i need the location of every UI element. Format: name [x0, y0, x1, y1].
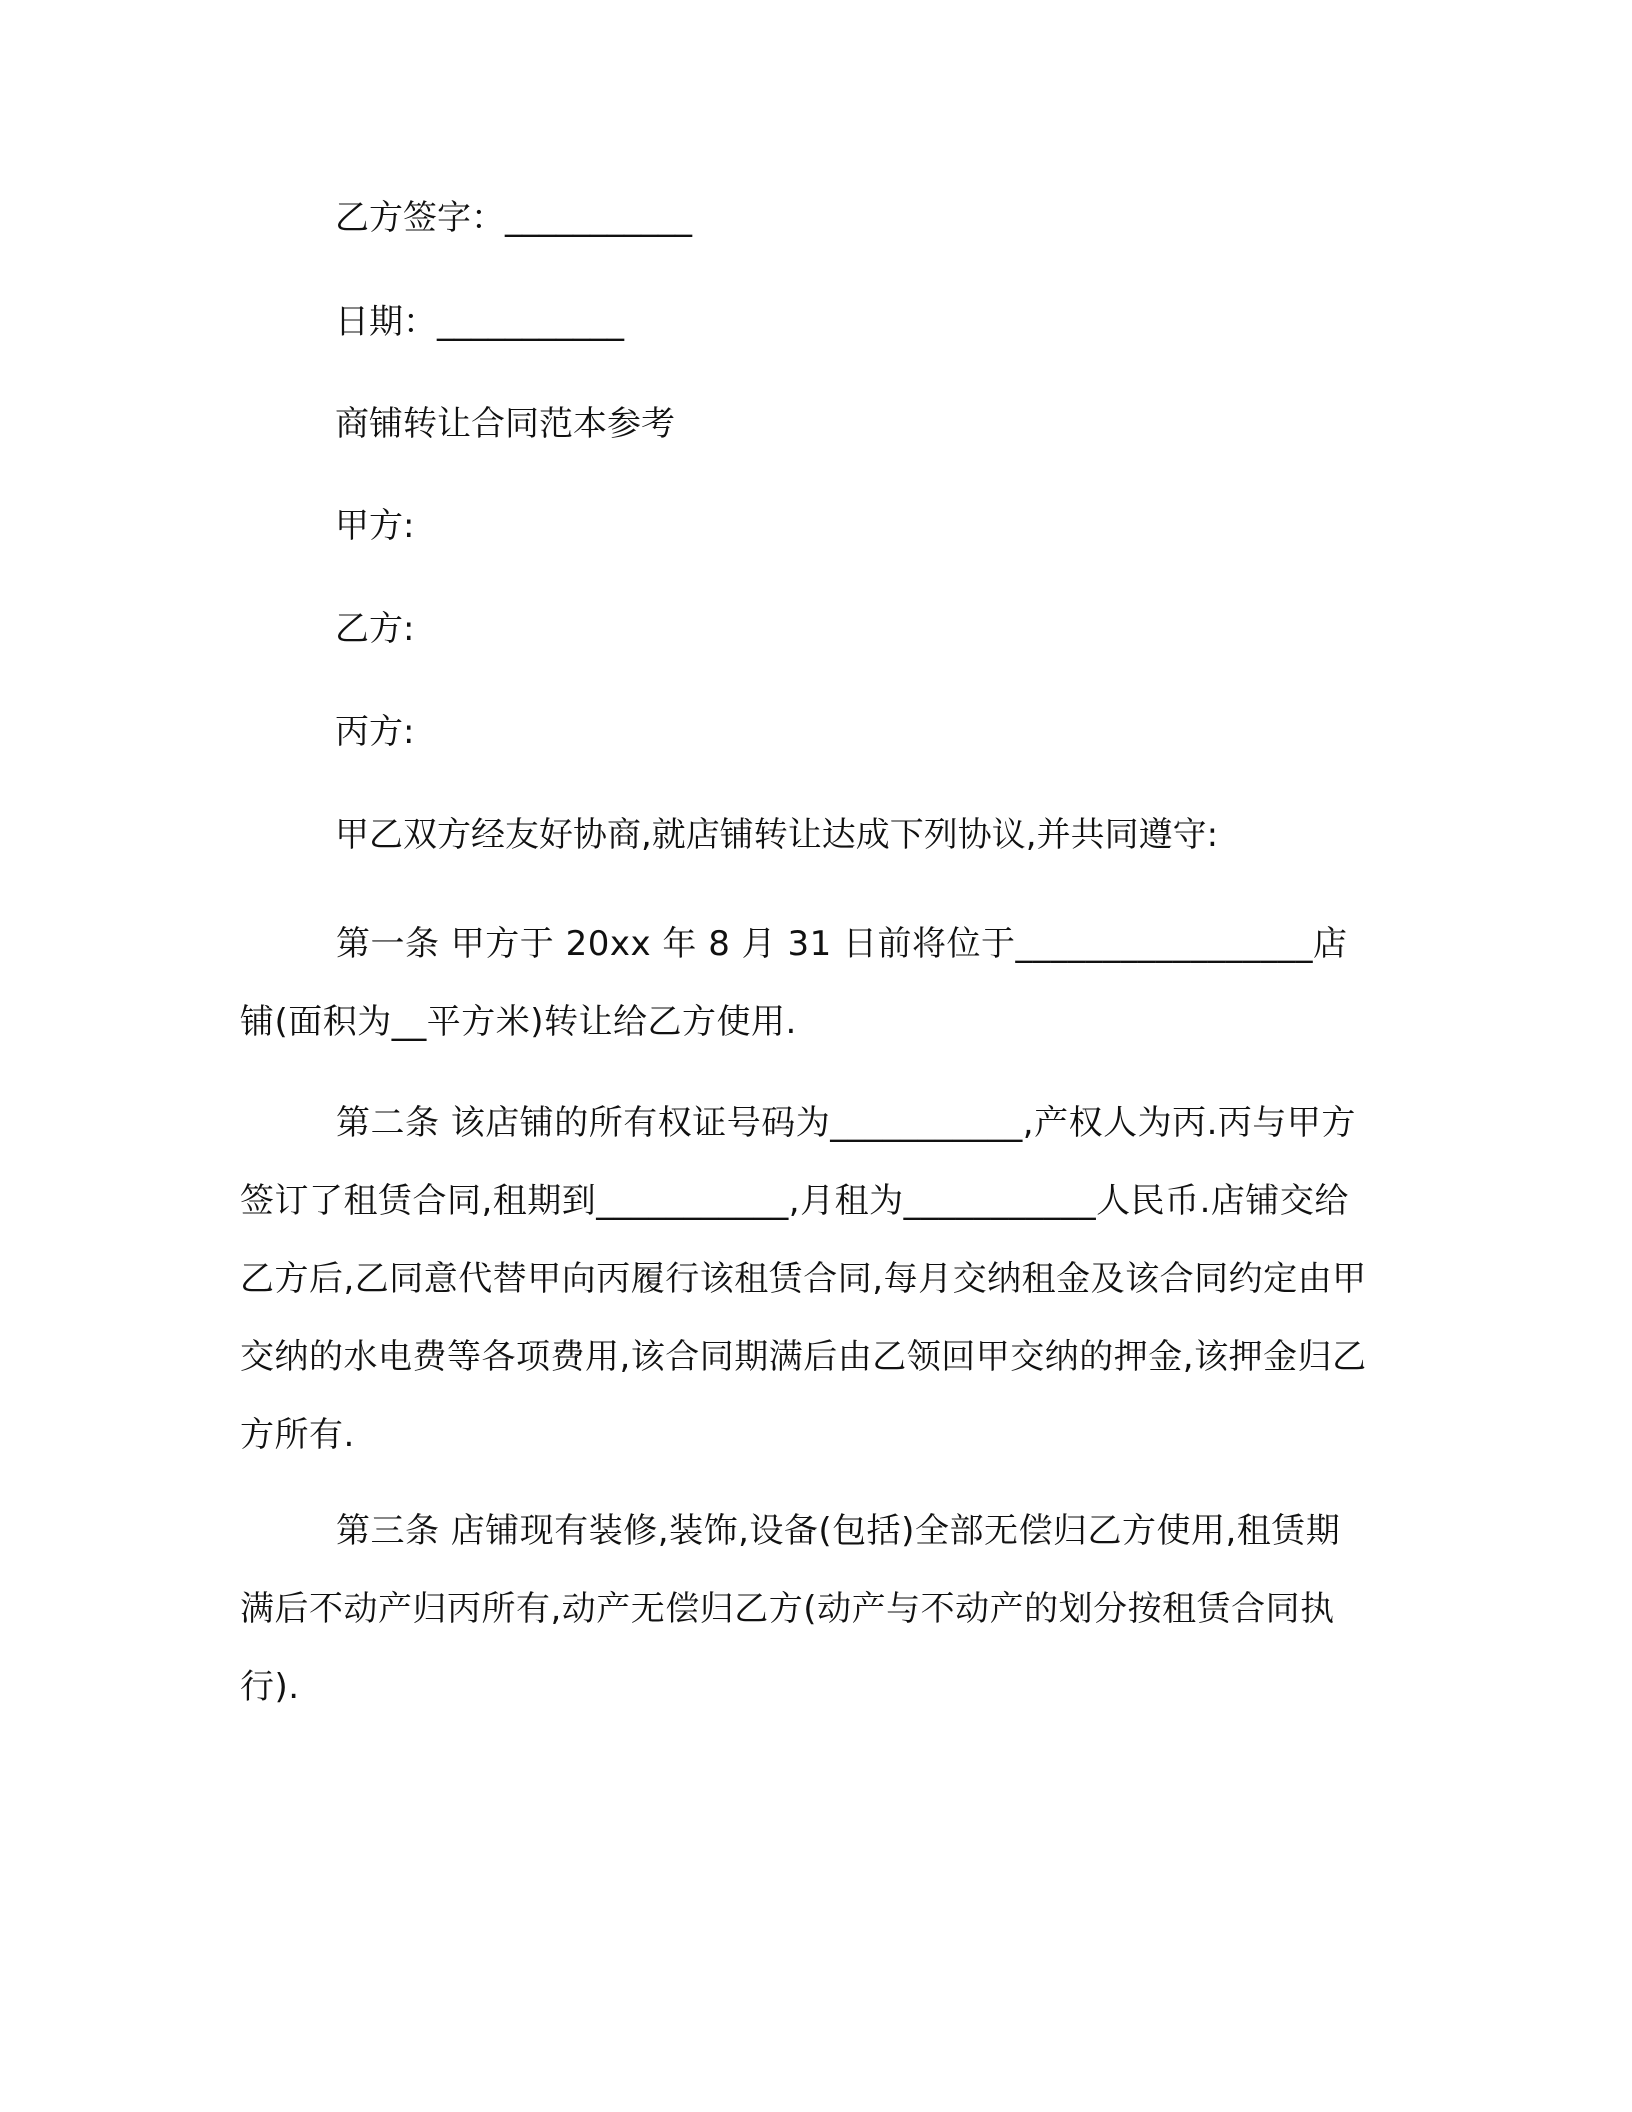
article-three: 第三条 店铺现有装修,装饰,设备(包括)全部无偿归乙方使用,租赁期满后不动产归丙所有,动产无偿归乙方(动产与不动产的划分按租赁合同执行).: [240, 1511, 1341, 1707]
party-b-signature-line: 乙方签字：___________: [335, 198, 692, 238]
party-b-line: 乙方:: [335, 609, 415, 649]
party-a-line: 甲方:: [335, 506, 415, 546]
article-two: 第二条 该店铺的所有权证号码为___________,产权人为丙.丙与甲方签订了租赁合同,租期到___________,月租为___________人民币.店铺交给乙方后,乙同意代替甲向丙履行该租赁合同,每月交纳租金及该合同约定由甲交纳的水电费等各项费用,该合同期满后由乙领回甲交纳的押金,该押金归乙方所有.: [240, 1103, 1367, 1455]
document-title: 商铺转让合同范本参考: [335, 404, 675, 444]
date-line: 日期：___________: [335, 302, 624, 342]
article-one: 第一条 甲方于 20xx 年 8 月 31 日前将位于_________________店铺(面积为__平方米)转让给乙方使用.: [240, 924, 1348, 1042]
party-c-line: 丙方:: [335, 712, 415, 752]
agreement-intro: 甲乙双方经友好协商,就店铺转让达成下列协议,并共同遵守:: [335, 815, 1219, 855]
